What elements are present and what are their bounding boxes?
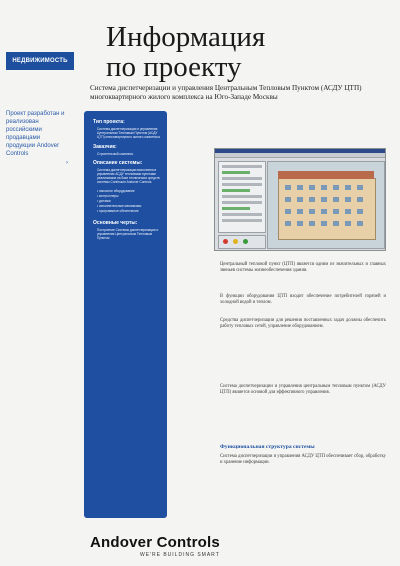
list-item: • насосное оборудование — [97, 188, 135, 193]
body-paragraph: Центральный тепловой пункт (ЦТП) является одним из значительных и главных звеньев системы жизнеобеспечения здания. — [220, 262, 386, 273]
body-paragraph: В функции оборудования ЦТП входит обеспечение потребителей горячей и холодной водой и теплом. — [220, 294, 386, 305]
task-heading: Тип проекта: — [93, 119, 125, 125]
arrow-icon: › — [66, 160, 68, 166]
screenshot-building-view — [267, 161, 385, 249]
andover-logo: Andover Controls — [90, 534, 220, 551]
system-text: Система диспетчеризации выполнена в управлении АСДУ тепловыми пунктами реализована на базе технических средств системы Continuum Andover Controls. — [97, 167, 160, 185]
result-text: Построение Системы диспетчеризации и управления Центральным Тепловым Пунктом — [97, 227, 159, 241]
client-heading: Заказчик: — [93, 143, 117, 150]
section-heading: Функциональная структура системы — [220, 444, 315, 450]
body-paragraph: Средства диспетчеризации для решения поставленных задач должны обеспечить работу тепловых сетей, управление оборудованием. — [220, 318, 386, 329]
status-red-icon — [223, 239, 228, 244]
sidebar-note: Проект разработан и реализован российскими продавцами продукции Andover Controls — [6, 111, 65, 157]
screenshot-menubar — [215, 153, 385, 158]
building-image — [278, 178, 376, 240]
list-item: • исполнительные механизмы — [97, 204, 142, 209]
left-margin — [0, 0, 78, 566]
result-heading: Основные черты: — [93, 219, 138, 226]
client-text: Строительный комплекс — [97, 151, 134, 156]
system-heading: Описание системы: — [93, 159, 143, 166]
list-item: • датчики — [97, 199, 111, 204]
status-yellow-icon — [233, 239, 238, 244]
body-paragraph: Система диспетчеризации и управления АСДУ ЦТП обеспечивает сбор, обработку и хранение информации. — [220, 454, 386, 465]
page-title — [106, 22, 265, 82]
info-box — [84, 111, 167, 518]
list-item: • контроллеры — [97, 193, 119, 198]
title-line-1: Информация — [106, 21, 266, 53]
page-subtitle: Система диспетчеризации и управления Центральным Тепловым Пунктом (АСДУ ЦТП) многоквартирного жилого комплекса на Юго-Западе Москвы — [90, 84, 362, 101]
status-green-icon — [243, 239, 248, 244]
screenshot-status-panel — [218, 235, 266, 249]
body-paragraph: Система диспетчеризации и управления центральным тепловым пунктом (АСДУ ЦТП) является основой для эффективного управления. — [220, 384, 386, 395]
title-line-2: по проекту — [106, 51, 242, 83]
list-item: • программное обеспечение — [97, 209, 139, 214]
section-tag: НЕДВИЖИМОСТЬ — [6, 52, 74, 70]
logo-tagline: WE'RE BUILDING SMART — [140, 552, 220, 558]
software-screenshot — [214, 148, 386, 251]
screenshot-tree-panel — [218, 161, 266, 233]
task-text: Система диспетчеризации и управления Центральным Тепловым Пунктом (АСДУ ЦТП) многоквартирного жилого комплекса — [97, 127, 160, 140]
